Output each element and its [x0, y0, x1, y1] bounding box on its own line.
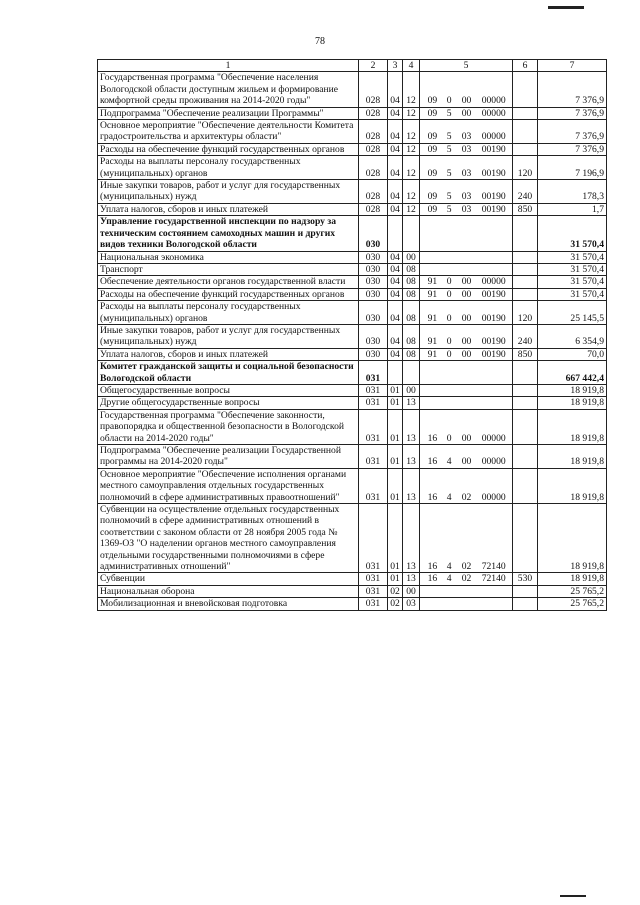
row-target-article [420, 324, 513, 348]
row-expense-type [513, 397, 538, 409]
subprogram-code: 0 [446, 95, 452, 107]
row-admin-code: 031 [359, 504, 388, 573]
table-row [98, 384, 607, 396]
program-code: 91 [427, 288, 438, 300]
event-code: 02 [461, 573, 472, 585]
row-subsection-code: 08 [403, 263, 420, 275]
direction-code: 00190 [481, 312, 506, 324]
row-expense-type: 850 [513, 203, 538, 215]
row-amount: 31 570,4 [538, 288, 607, 300]
row-target-article [420, 409, 513, 444]
row-amount: 1,7 [538, 203, 607, 215]
event-code: 02 [461, 491, 472, 503]
event-code: 02 [461, 561, 472, 573]
row-name: Обеспечение деятельности органов государственной власти [98, 276, 359, 288]
row-name: Общегосударственные вопросы [98, 384, 359, 396]
row-expense-type [513, 120, 538, 144]
program-code: 16 [427, 573, 438, 585]
row-subsection-code: 13 [403, 397, 420, 409]
row-target-article [420, 107, 513, 119]
direction-code: 00190 [481, 336, 506, 348]
program-code: 91 [427, 312, 438, 324]
row-admin-code: 031 [359, 445, 388, 469]
event-code: 03 [461, 143, 472, 155]
event-code: 00 [461, 288, 472, 300]
target-article-parts [422, 349, 510, 360]
row-amount: 178,3 [538, 180, 607, 204]
table-row [98, 585, 607, 597]
row-admin-code: 031 [359, 409, 388, 444]
row-admin-code: 030 [359, 263, 388, 275]
row-amount: 31 570,4 [538, 216, 607, 251]
row-subsection-code: 08 [403, 324, 420, 348]
subprogram-code: 5 [446, 191, 452, 203]
row-subsection-code: 13 [403, 468, 420, 503]
row-target-article [420, 361, 513, 385]
row-section-code: 01 [388, 468, 403, 503]
row-target-article [420, 585, 513, 597]
row-subsection-code: 13 [403, 445, 420, 469]
program-code: 09 [427, 203, 438, 215]
row-subsection-code: 08 [403, 301, 420, 325]
row-section-code: 04 [388, 180, 403, 204]
row-subsection-code: 00 [403, 251, 420, 263]
row-amount: 7 376,9 [538, 107, 607, 119]
subprogram-code: 5 [446, 167, 452, 179]
target-article-parts [422, 573, 510, 584]
row-target-article [420, 156, 513, 180]
row-expense-type: 240 [513, 324, 538, 348]
row-name: Национальная экономика [98, 251, 359, 263]
row-subsection-code: 12 [403, 156, 420, 180]
row-expense-type [513, 263, 538, 275]
row-name: Управление государственной инспекции по надзору за техническим состоянием самоходных машин и других видов техники Вологодской области [98, 216, 359, 251]
row-admin-code: 028 [359, 203, 388, 215]
event-code: 03 [461, 203, 472, 215]
row-target-article [420, 251, 513, 263]
row-section-code: 04 [388, 107, 403, 119]
row-name: Расходы на обеспечение функций государственных органов [98, 288, 359, 300]
row-expense-type [513, 216, 538, 251]
direction-code: 72140 [481, 573, 506, 585]
row-subsection-code [403, 361, 420, 385]
bottom-margin-rule [560, 895, 586, 897]
row-admin-code: 030 [359, 276, 388, 288]
target-article-parts [422, 336, 510, 347]
row-section-code: 01 [388, 397, 403, 409]
direction-code: 00190 [481, 348, 506, 360]
subprogram-code: 0 [446, 336, 452, 348]
row-section-code: 01 [388, 384, 403, 396]
row-admin-code: 031 [359, 361, 388, 385]
table-row [98, 288, 607, 300]
direction-code: 72140 [481, 561, 506, 573]
direction-code: 00190 [481, 203, 506, 215]
table-row [98, 143, 607, 155]
subprogram-code: 0 [446, 288, 452, 300]
row-target-article [420, 120, 513, 144]
table-row [98, 348, 607, 360]
row-section-code: 01 [388, 409, 403, 444]
row-target-article [420, 573, 513, 585]
row-target-article [420, 598, 513, 610]
row-subsection-code: 03 [403, 598, 420, 610]
row-admin-code: 030 [359, 324, 388, 348]
row-target-article [420, 445, 513, 469]
row-admin-code: 030 [359, 348, 388, 360]
program-code: 09 [427, 167, 438, 179]
table-row [98, 397, 607, 409]
event-code: 00 [461, 432, 472, 444]
row-name: Подпрограмма "Обеспечение реализации Программы" [98, 107, 359, 119]
subprogram-code: 5 [446, 143, 452, 155]
row-subsection-code: 00 [403, 384, 420, 396]
table-row [98, 72, 607, 107]
row-target-article [420, 504, 513, 573]
row-section-code: 04 [388, 276, 403, 288]
program-code: 16 [427, 456, 438, 468]
row-expense-type [513, 409, 538, 444]
direction-code: 00000 [481, 491, 506, 503]
row-admin-code: 030 [359, 251, 388, 263]
row-amount: 18 919,8 [538, 397, 607, 409]
subprogram-code: 4 [446, 456, 452, 468]
direction-code: 00000 [481, 432, 506, 444]
row-subsection-code: 12 [403, 203, 420, 215]
target-article-parts [422, 131, 510, 142]
target-article-parts [422, 204, 510, 215]
row-subsection-code: 00 [403, 585, 420, 597]
event-code: 00 [461, 456, 472, 468]
table-row [98, 573, 607, 585]
row-expense-type [513, 585, 538, 597]
row-admin-code: 030 [359, 301, 388, 325]
row-amount: 7 196,9 [538, 156, 607, 180]
row-admin-code: 031 [359, 397, 388, 409]
table-row [98, 120, 607, 144]
row-name: Другие общегосударственные вопросы [98, 397, 359, 409]
subprogram-code: 5 [446, 131, 452, 143]
program-code: 09 [427, 95, 438, 107]
direction-code: 00000 [481, 131, 506, 143]
row-name: Расходы на обеспечение функций государственных органов [98, 143, 359, 155]
row-target-article [420, 276, 513, 288]
row-section-code: 02 [388, 585, 403, 597]
row-section-code: 04 [388, 143, 403, 155]
row-admin-code: 031 [359, 585, 388, 597]
row-target-article [420, 72, 513, 107]
row-section-code: 04 [388, 251, 403, 263]
direction-code: 00000 [481, 95, 506, 107]
row-subsection-code: 12 [403, 143, 420, 155]
row-admin-code: 028 [359, 156, 388, 180]
row-section-code [388, 216, 403, 251]
table-row [98, 203, 607, 215]
page-number: 78 [315, 36, 325, 47]
row-subsection-code: 12 [403, 72, 420, 107]
row-admin-code: 028 [359, 180, 388, 204]
row-name: Субвенции на осуществление отдельных государственных полномочий в сфере административных отношений в соответствии с законом области от 28 ноября 2005 года № 1369-ОЗ "О наделении органов местного самоуправления отдельными государственными полномочиями в сфере административных отношений" [98, 504, 359, 573]
target-article-parts [422, 95, 510, 106]
program-code: 09 [427, 143, 438, 155]
top-margin-rule [548, 6, 584, 9]
table-row [98, 598, 607, 610]
row-admin-code: 028 [359, 120, 388, 144]
row-expense-type [513, 504, 538, 573]
row-amount: 31 570,4 [538, 263, 607, 275]
program-code: 91 [427, 276, 438, 288]
direction-code: 00000 [481, 276, 506, 288]
row-amount: 25 145,5 [538, 301, 607, 325]
header-col-3: 3 [388, 60, 403, 72]
row-amount: 31 570,4 [538, 251, 607, 263]
row-section-code: 04 [388, 263, 403, 275]
row-subsection-code: 12 [403, 120, 420, 144]
table-row [98, 216, 607, 251]
row-expense-type [513, 107, 538, 119]
row-name: Уплата налогов, сборов и иных платежей [98, 203, 359, 215]
row-expense-type: 240 [513, 180, 538, 204]
row-expense-type: 120 [513, 301, 538, 325]
row-amount: 18 919,8 [538, 409, 607, 444]
row-expense-type: 530 [513, 573, 538, 585]
row-amount: 18 919,8 [538, 445, 607, 469]
header-col-7: 7 [538, 60, 607, 72]
row-section-code: 04 [388, 288, 403, 300]
row-amount: 7 376,9 [538, 120, 607, 144]
row-expense-type [513, 468, 538, 503]
program-code: 16 [427, 561, 438, 573]
row-subsection-code: 13 [403, 504, 420, 573]
table-row [98, 445, 607, 469]
event-code: 00 [461, 107, 472, 119]
row-section-code: 01 [388, 573, 403, 585]
row-admin-code: 028 [359, 143, 388, 155]
header-col-2: 2 [359, 60, 388, 72]
program-code: 16 [427, 491, 438, 503]
table-row [98, 468, 607, 503]
event-code: 03 [461, 131, 472, 143]
row-target-article [420, 468, 513, 503]
direction-code: 00000 [481, 107, 506, 119]
row-amount: 25 765,2 [538, 585, 607, 597]
target-article-parts [422, 289, 510, 300]
header-col-4: 4 [403, 60, 420, 72]
row-subsection-code: 12 [403, 180, 420, 204]
target-article-parts [422, 191, 510, 202]
table-row [98, 301, 607, 325]
row-target-article [420, 216, 513, 251]
row-name: Основное мероприятие "Обеспечение деятельности Комитета градостроительства и архитектуры области" [98, 120, 359, 144]
direction-code: 00190 [481, 167, 506, 179]
subprogram-code: 0 [446, 348, 452, 360]
row-name: Иные закупки товаров, работ и услуг для государственных (муниципальных) нужд [98, 180, 359, 204]
row-subsection-code: 12 [403, 107, 420, 119]
target-article-parts [422, 492, 510, 503]
program-code: 16 [427, 432, 438, 444]
row-name: Национальная оборона [98, 585, 359, 597]
row-name: Подпрограмма "Обеспечение реализации Государственной программы на 2014-2020 годы" [98, 445, 359, 469]
row-section-code: 02 [388, 598, 403, 610]
event-code: 00 [461, 348, 472, 360]
row-name: Мобилизационная и вневойсковая подготовка [98, 598, 359, 610]
row-admin-code: 031 [359, 598, 388, 610]
direction-code: 00000 [481, 456, 506, 468]
row-amount: 7 376,9 [538, 143, 607, 155]
event-code: 00 [461, 312, 472, 324]
program-code: 91 [427, 336, 438, 348]
row-subsection-code: 08 [403, 348, 420, 360]
target-article-parts [422, 168, 510, 179]
target-article-parts [422, 561, 510, 572]
row-section-code: 04 [388, 156, 403, 180]
direction-code: 00190 [481, 191, 506, 203]
row-section-code: 04 [388, 324, 403, 348]
row-name: Государственная программа "Обеспечение законности, правопорядка и общественной безопасности в Вологодской области на 2014-2020 годы" [98, 409, 359, 444]
row-section-code [388, 361, 403, 385]
row-name: Иные закупки товаров, работ и услуг для государственных (муниципальных) нужд [98, 324, 359, 348]
row-expense-type [513, 276, 538, 288]
table-row [98, 251, 607, 263]
row-subsection-code: 13 [403, 409, 420, 444]
row-section-code: 04 [388, 203, 403, 215]
row-amount: 70,0 [538, 348, 607, 360]
table-body [98, 60, 607, 611]
row-admin-code: 031 [359, 468, 388, 503]
table-row [98, 324, 607, 348]
header-col-6: 6 [513, 60, 538, 72]
program-code: 09 [427, 107, 438, 119]
row-expense-type [513, 445, 538, 469]
row-expense-type [513, 384, 538, 396]
row-expense-type [513, 143, 538, 155]
subprogram-code: 0 [446, 312, 452, 324]
row-name: Государственная программа "Обеспечение населения Вологодской области доступным жильем и формирование комфортной среды проживания на 2014-2020 годы" [98, 72, 359, 107]
row-amount: 18 919,8 [538, 384, 607, 396]
row-target-article [420, 348, 513, 360]
row-expense-type [513, 72, 538, 107]
table-row [98, 276, 607, 288]
row-expense-type: 120 [513, 156, 538, 180]
row-name: Транспорт [98, 263, 359, 275]
row-section-code: 04 [388, 72, 403, 107]
target-article-parts [422, 144, 510, 155]
program-code: 09 [427, 131, 438, 143]
row-admin-code: 028 [359, 107, 388, 119]
table-header-row [98, 60, 607, 72]
target-article-parts [422, 108, 510, 119]
subprogram-code: 0 [446, 276, 452, 288]
row-name: Комитет гражданской защиты и социальной безопасности Вологодской области [98, 361, 359, 385]
subprogram-code: 0 [446, 432, 452, 444]
row-amount: 31 570,4 [538, 276, 607, 288]
row-target-article [420, 263, 513, 275]
direction-code: 00190 [481, 143, 506, 155]
row-section-code: 01 [388, 445, 403, 469]
subprogram-code: 5 [446, 203, 452, 215]
table-row [98, 504, 607, 573]
row-amount: 18 919,8 [538, 504, 607, 573]
table-row [98, 156, 607, 180]
program-code: 91 [427, 348, 438, 360]
header-col-5: 5 [420, 60, 513, 72]
target-article-parts [422, 276, 510, 287]
event-code: 03 [461, 167, 472, 179]
row-amount: 18 919,8 [538, 468, 607, 503]
row-target-article [420, 180, 513, 204]
row-expense-type [513, 598, 538, 610]
row-target-article [420, 384, 513, 396]
row-expense-type: 850 [513, 348, 538, 360]
row-name: Субвенции [98, 573, 359, 585]
subprogram-code: 4 [446, 573, 452, 585]
program-code: 09 [427, 191, 438, 203]
row-expense-type [513, 361, 538, 385]
row-expense-type [513, 251, 538, 263]
row-section-code: 04 [388, 120, 403, 144]
table-row [98, 180, 607, 204]
row-admin-code: 028 [359, 72, 388, 107]
row-amount: 18 919,8 [538, 573, 607, 585]
row-subsection-code [403, 216, 420, 251]
table-row [98, 409, 607, 444]
target-article-parts [422, 433, 510, 444]
event-code: 03 [461, 191, 472, 203]
row-amount: 7 376,9 [538, 72, 607, 107]
row-amount: 6 354,9 [538, 324, 607, 348]
target-article-parts [422, 313, 510, 324]
row-target-article [420, 301, 513, 325]
row-target-article [420, 397, 513, 409]
row-subsection-code: 08 [403, 288, 420, 300]
row-section-code: 04 [388, 301, 403, 325]
row-target-article [420, 288, 513, 300]
row-name: Основное мероприятие "Обеспечение исполнения органами местного самоуправления отдельных государственных полномочий в сфере административных правоотношений" [98, 468, 359, 503]
event-code: 00 [461, 336, 472, 348]
header-col-1: 1 [98, 60, 359, 72]
row-amount: 25 765,2 [538, 598, 607, 610]
row-admin-code: 031 [359, 573, 388, 585]
subprogram-code: 4 [446, 561, 452, 573]
row-subsection-code: 08 [403, 276, 420, 288]
row-admin-code: 030 [359, 288, 388, 300]
target-article-parts [422, 456, 510, 467]
row-subsection-code: 13 [403, 573, 420, 585]
row-name: Уплата налогов, сборов и иных платежей [98, 348, 359, 360]
row-target-article [420, 203, 513, 215]
row-admin-code: 030 [359, 216, 388, 251]
row-name: Расходы на выплаты персоналу государственных (муниципальных) органов [98, 301, 359, 325]
row-admin-code: 031 [359, 384, 388, 396]
row-section-code: 01 [388, 504, 403, 573]
subprogram-code: 5 [446, 107, 452, 119]
table-row [98, 263, 607, 275]
row-amount: 667 442,4 [538, 361, 607, 385]
table-row [98, 361, 607, 385]
row-name: Расходы на выплаты персоналу государственных (муниципальных) органов [98, 156, 359, 180]
event-code: 00 [461, 95, 472, 107]
row-target-article [420, 143, 513, 155]
row-section-code: 04 [388, 348, 403, 360]
budget-table [97, 59, 607, 611]
direction-code: 00190 [481, 288, 506, 300]
subprogram-code: 4 [446, 491, 452, 503]
event-code: 00 [461, 276, 472, 288]
row-expense-type [513, 288, 538, 300]
table-row [98, 107, 607, 119]
